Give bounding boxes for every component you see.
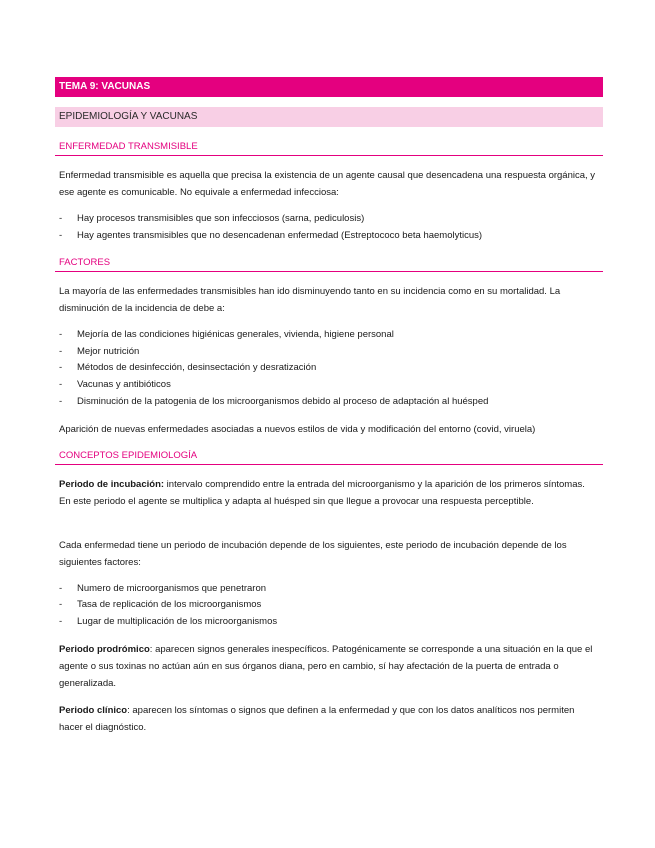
page-title: TEMA 9: VACUNAS bbox=[55, 77, 603, 97]
section-title: EPIDEMIOLOGÍA Y VACUNAS bbox=[55, 107, 603, 127]
paragraph-enfermedad-intro: Enfermedad transmisible es aquella que precisa la existencia de un agente causal que desencadena una respuesta orgánica, y ese agente es comunicable. No equivale a enfermedad infecciosa: bbox=[59, 170, 596, 198]
heading-enfermedad-transmisible: ENFERMEDAD TRANSMISIBLE bbox=[55, 140, 603, 156]
paragraph-periodo-incubacion: Periodo de incubación: intervalo comprendido entre la entrada del microorganismo y la aparición de los primeros síntomas. En este periodo el agente se multiplica y adapta al huésped sin que llegue a provocar una respuesta perceptible. bbox=[59, 479, 585, 507]
paragraph-periodo-clinico: Periodo clínico: aparecen los síntomas o signos que definen a la enfermedad y que con los datos analíticos nos permiten hacer el diagnóstico. bbox=[59, 705, 575, 733]
heading-factores: FACTORES bbox=[55, 256, 603, 272]
paragraph-factores-intro: La mayoría de las enfermedades transmisibles han ido disminuyendo tanto en su incidencia como en su mortalidad. La disminución de la incidencia de debe a: bbox=[59, 286, 561, 314]
paragraph-incubacion-factores: Cada enfermedad tiene un periodo de incubación depende de los siguientes, este periodo de incubación depende de los siguientes factores: bbox=[59, 540, 567, 568]
term-periodo-prodromico: Periodo prodrómico bbox=[59, 644, 150, 655]
paragraph-periodo-prodromico: Periodo prodrómico: aparecen signos generales inespecíficos. Patogénicamente se corresponde a una situación en la que el agente o sus toxinas no actúan aún en sus órganos diana, pero en cambio, sí hay afectación de la puerta de entrada o generalizada. bbox=[59, 644, 593, 689]
paragraph-factores-closing: Aparición de nuevas enfermedades asociadas a nuevos estilos de vida y modificación del entorno (covid, viruela) bbox=[59, 424, 536, 435]
term-periodo-incubacion: Periodo de incubación: bbox=[59, 479, 165, 490]
heading-conceptos-epidemiologia: CONCEPTOS EPIDEMIOLOGÍA bbox=[55, 449, 603, 465]
term-periodo-clinico: Periodo clínico bbox=[59, 705, 128, 716]
